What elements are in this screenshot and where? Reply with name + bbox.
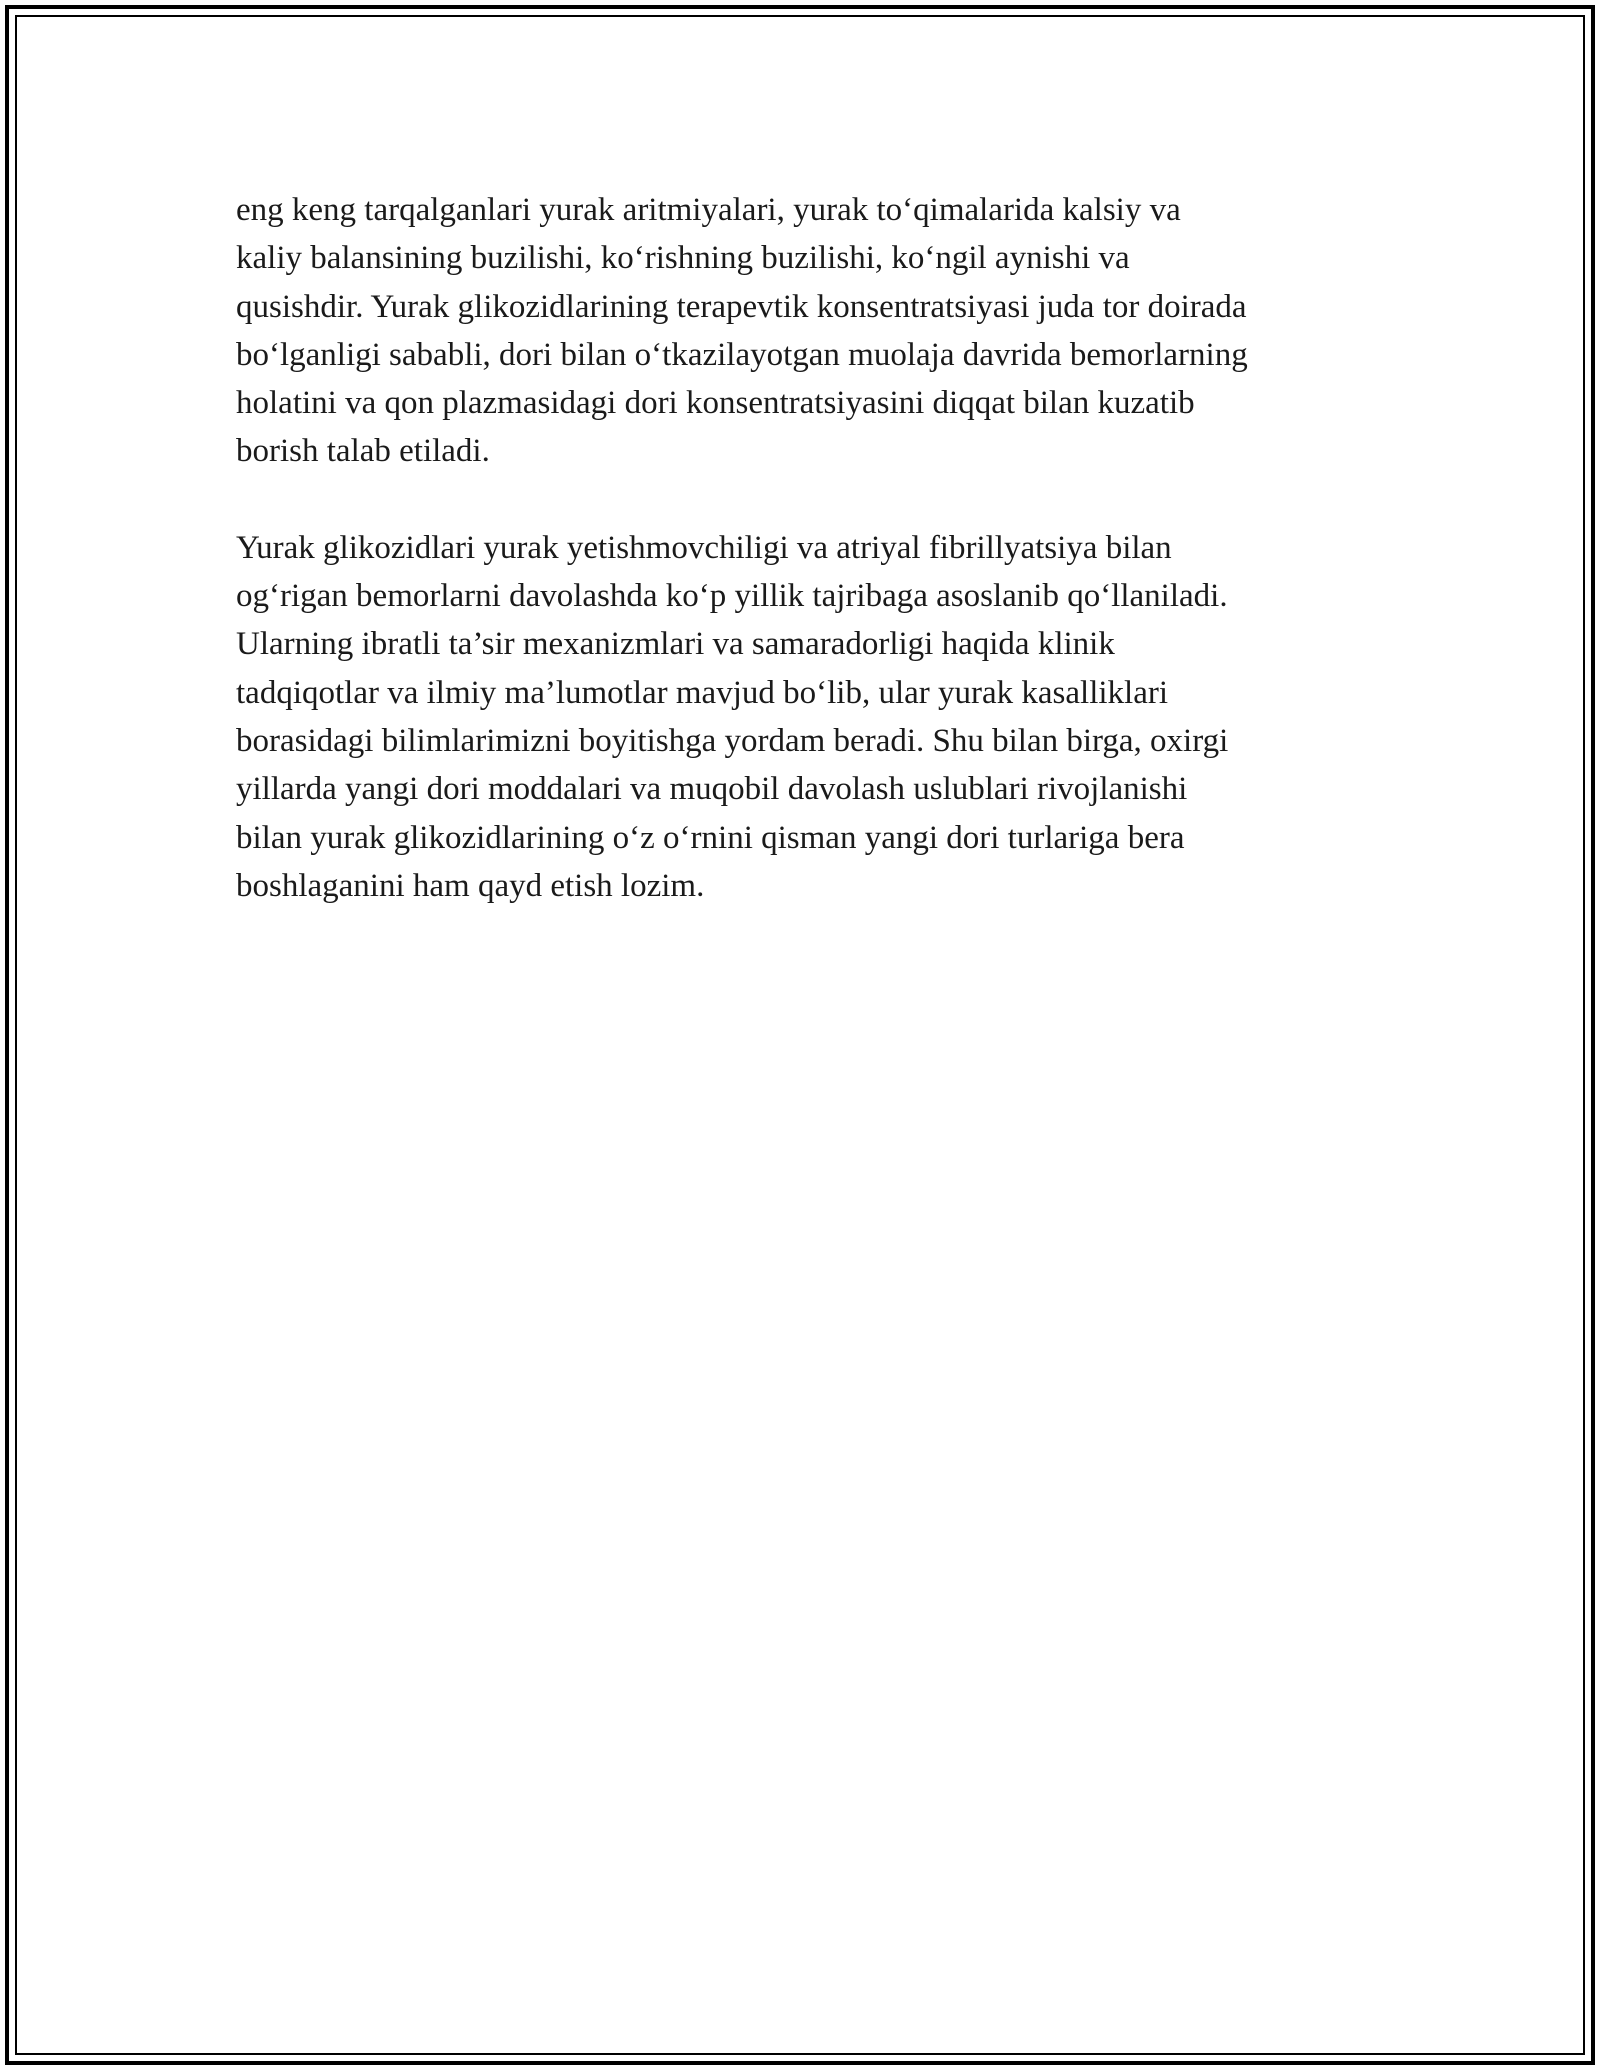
text-line: bilan yurak glikozidlarining o‘z o‘rnini qisman yangi dori turlariga bera	[236, 819, 1185, 856]
paragraph-2	[236, 524, 1400, 910]
document-body	[236, 186, 1400, 958]
text-line: tadqiqotlar va ilmiy ma’lumotlar mavjud bo‘lib, ular yurak kasalliklari	[236, 674, 1169, 711]
text-line: Yurak glikozidlari yurak yetishmovchiligi va atriyal fibrillyatsiya bilan	[236, 529, 1172, 566]
paragraph-1	[236, 186, 1400, 476]
text-line: eng keng tarqalganlari yurak aritmiyalari, yurak to‘qimalarida kalsiy va	[236, 192, 1181, 228]
text-line: boshlaganini ham qayd etish lozim.	[236, 867, 705, 904]
text-line: yillarda yangi dori moddalari va muqobil davolash uslublari rivojlanishi	[236, 771, 1188, 808]
text-line: borasidagi bilimlarimizni boyitishga yordam beradi. Shu bilan birga, oxirgi	[236, 722, 1229, 759]
text-line: Ularning ibratli ta’sir mexanizmlari va samaradorligi haqida klinik	[236, 626, 1115, 663]
text-line: qusishdir. Yurak glikozidlarining terapevtik konsentratsiyasi juda tor doirada	[236, 288, 1247, 325]
text-line: bo‘lganligi sababli, dori bilan o‘tkazilayotgan muolaja davrida bemorlarning	[236, 336, 1248, 373]
text-line: holatini va qon plazmasidagi dori konsentratsiyasini diqqat bilan kuzatib	[236, 385, 1195, 422]
text-line: kaliy balansining buzilishi, ko‘rishning buzilishi, ko‘ngil aynishi va	[236, 240, 1130, 277]
text-line: og‘rigan bemorlarni davolashda ko‘p yillik tajribaga asoslanib qo‘llaniladi.	[236, 578, 1228, 615]
text-line: borish talab etiladi.	[236, 433, 490, 470]
